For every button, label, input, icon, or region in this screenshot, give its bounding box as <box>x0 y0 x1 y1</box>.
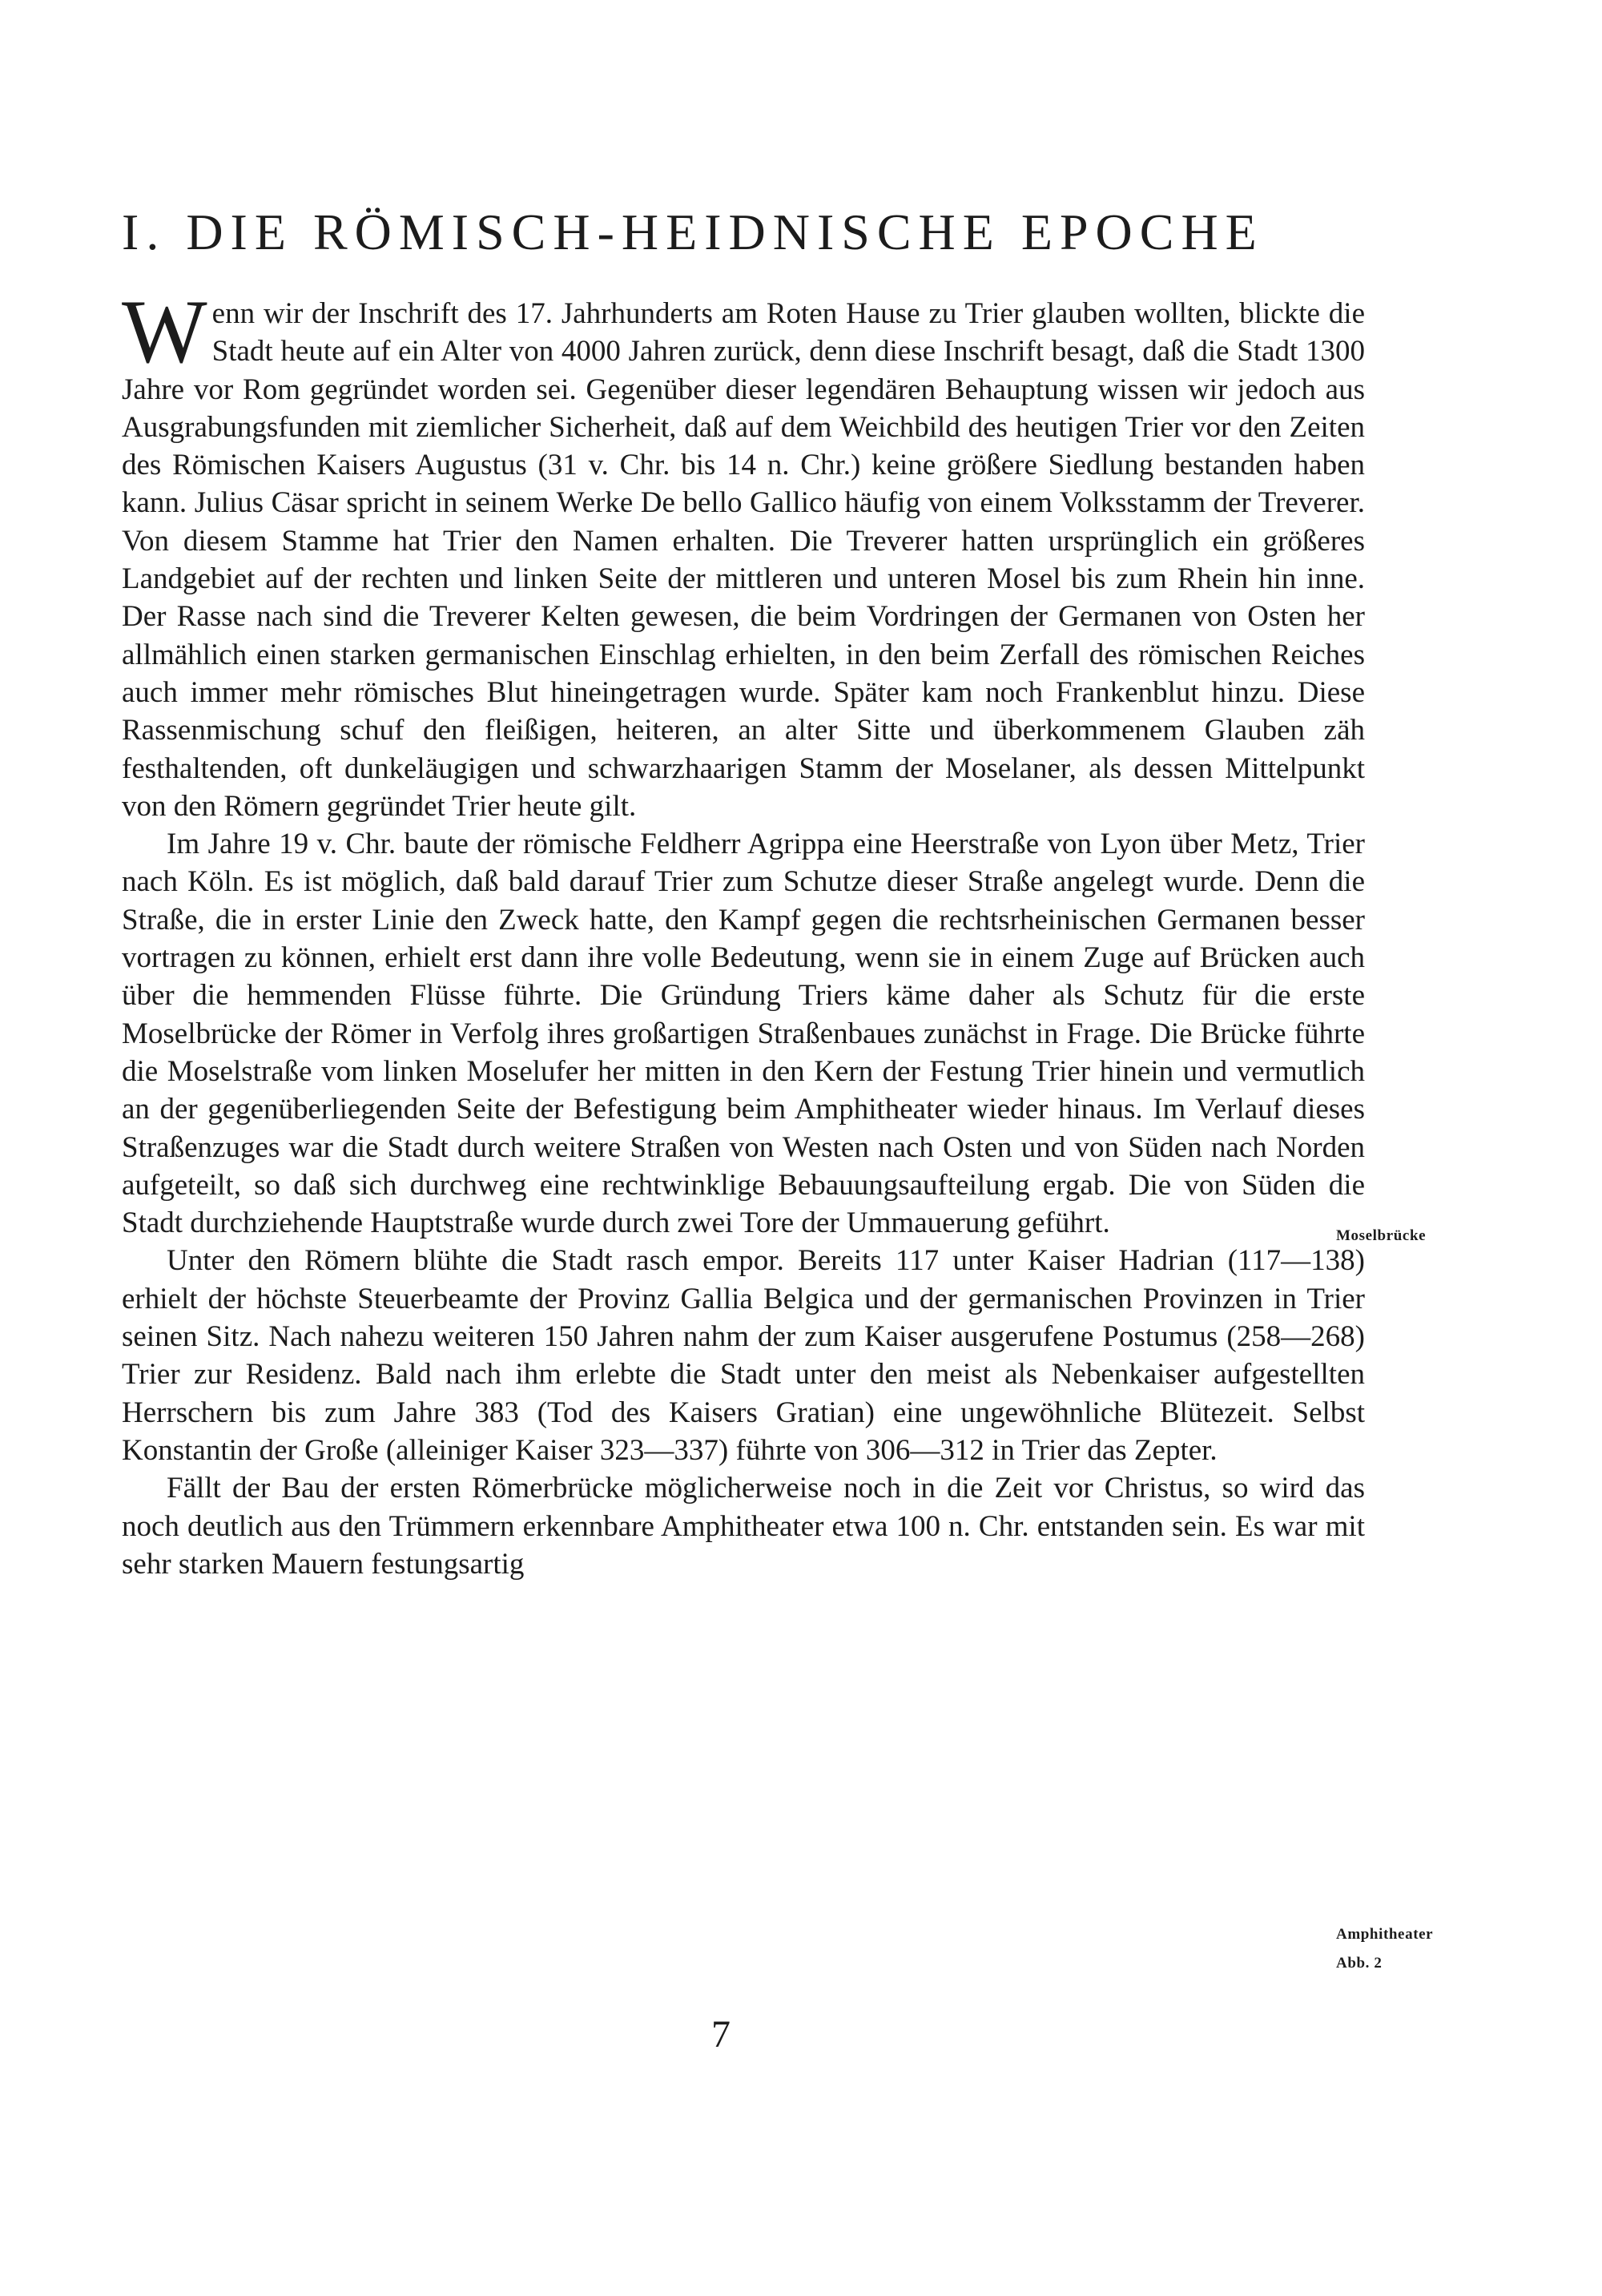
page-number: 7 <box>711 2013 731 2056</box>
paragraph-3: Unter den Römern blühte die Stadt rasch empor. Bereits 117 unter Kaiser Hadrian (117—138) erhielt der höchste Steuerbeamte der Provinz Gallia Belgica und der germanischen Provinzen in Trier seinen Sitz. Nach nahezu weiteren 150 Jahren nahm der zum Kaiser ausgerufene Postumus (258—268) Trier zur Residenz. Bald nach ihm erlebte die Stadt unter den meist als Nebenkaiser aufgestellten Herrschern bis zum Jahre 383 (Tod des Kaisers Gratian) eine ungewöhnliche Blütezeit. Selbst Konstantin der Große (alleiniger Kaiser 323—337) führte von 306—312 in Trier das Zepter. <box>122 1244 1365 1467</box>
paragraph-4: Fällt der Bau der ersten Römerbrücke möglicherweise noch in die Zeit vor Christus, so wird das noch deutlich aus den Trümmern erkennbare Amphitheater etwa 100 n. Chr. entstanden sein. Es war mit sehr starken Mauern festungsartig <box>122 1472 1365 1581</box>
margin-note-moselbruecke: Moselbrücke <box>1336 1227 1427 1244</box>
body-text <box>122 282 1365 1583</box>
margin-note-amphitheater: Amphitheater <box>1336 1926 1434 1943</box>
paragraph-1-text: enn wir der Inschrift des 17. Jahrhunderts am Roten Hause zu Trier glauben wollten, blickte die Stadt heute auf ein Alter von 4000 Jahren zurück, denn diese Inschrift besagt, daß die Stadt 1300 Jahre vor Rom gegründet worden sei. Gegenüber dieser legendären Behauptung wissen wir jedoch aus Ausgrabungsfunden mit ziemlicher Sicherheit, daß auf dem Weichbild des heutigen Trier vor den Zeiten des Römischen Kaisers Augustus (31 v. Chr. bis 14 n. Chr.) keine größere Siedlung bestanden haben kann. Julius Cäsar spricht in seinem Werke De bello Gallico häufig von einem Volksstamm der Treverer. Von diesem Stamme hat Trier den Namen erhalten. Die Treverer hatten ursprünglich ein größeres Landgebiet auf der rechten und linken Seite der mittleren und unteren Mosel bis zum Rhein hin inne. Der Rasse nach sind die Treverer Kelten gewesen, die beim Vordringen der Germanen von Osten her allmählich einen starken germanischen Einschlag erhielten, in den beim Zerfall des römischen Reiches auch immer mehr römisches Blut hineingetragen wurde. Später kam noch Frankenblut hinzu. Diese Rassenmischung schuf den fleißigen, heiteren, an alter Sitte und überkommenem Glauben zäh festhaltenden, oft dunkeläugigen und schwarzhaarigen Stamm der Moselaner, als dessen Mittelpunkt von den Römern gegründet Trier heute gilt. <box>122 297 1365 823</box>
paragraph-1 <box>122 282 1365 825</box>
drop-cap: W <box>122 282 207 382</box>
chapter-title: I. DIE RÖMISCH-HEIDNISCHE EPOCHE <box>122 203 1264 260</box>
margin-note-abb: Abb. 2 <box>1336 1955 1383 1972</box>
paragraph-2: Im Jahre 19 v. Chr. baute der römische Feldherr Agrippa eine Heerstraße von Lyon über Metz, Trier nach Köln. Es ist möglich, daß bald darauf Trier zum Schutze dieser Straße angelegt wurde. Denn die Straße, die in erster Linie den Zweck hatte, den Kampf gegen die rechtsrheinischen Germanen besser vortragen zu können, erhielt erst dann ihre volle Bedeutung, wenn sie in einem Zuge auf Brücken auch über die hemmenden Flüsse führte. Die Gründung Triers käme daher als Schutz für die erste Moselbrücke der Römer in Verfolg ihres großartigen Straßenbaues zunächst in Frage. Die Brücke führte die Moselstraße vom linken Moselufer her mitten in den Kern der Festung Trier hinein und vermutlich an der gegenüberliegenden Seite der Befestigung beim Amphitheater wieder hinaus. Im Verlauf dieses Straßenzuges war die Stadt durch weitere Straßen von Westen nach Osten und von Süden nach Norden aufgeteilt, so daß sich durchweg eine rechtwinklige Bebauungsaufteilung ergab. Die von Süden die Stadt durchziehende Hauptstraße wurde durch zwei Tore der Ummauerung geführt. <box>122 828 1365 1240</box>
